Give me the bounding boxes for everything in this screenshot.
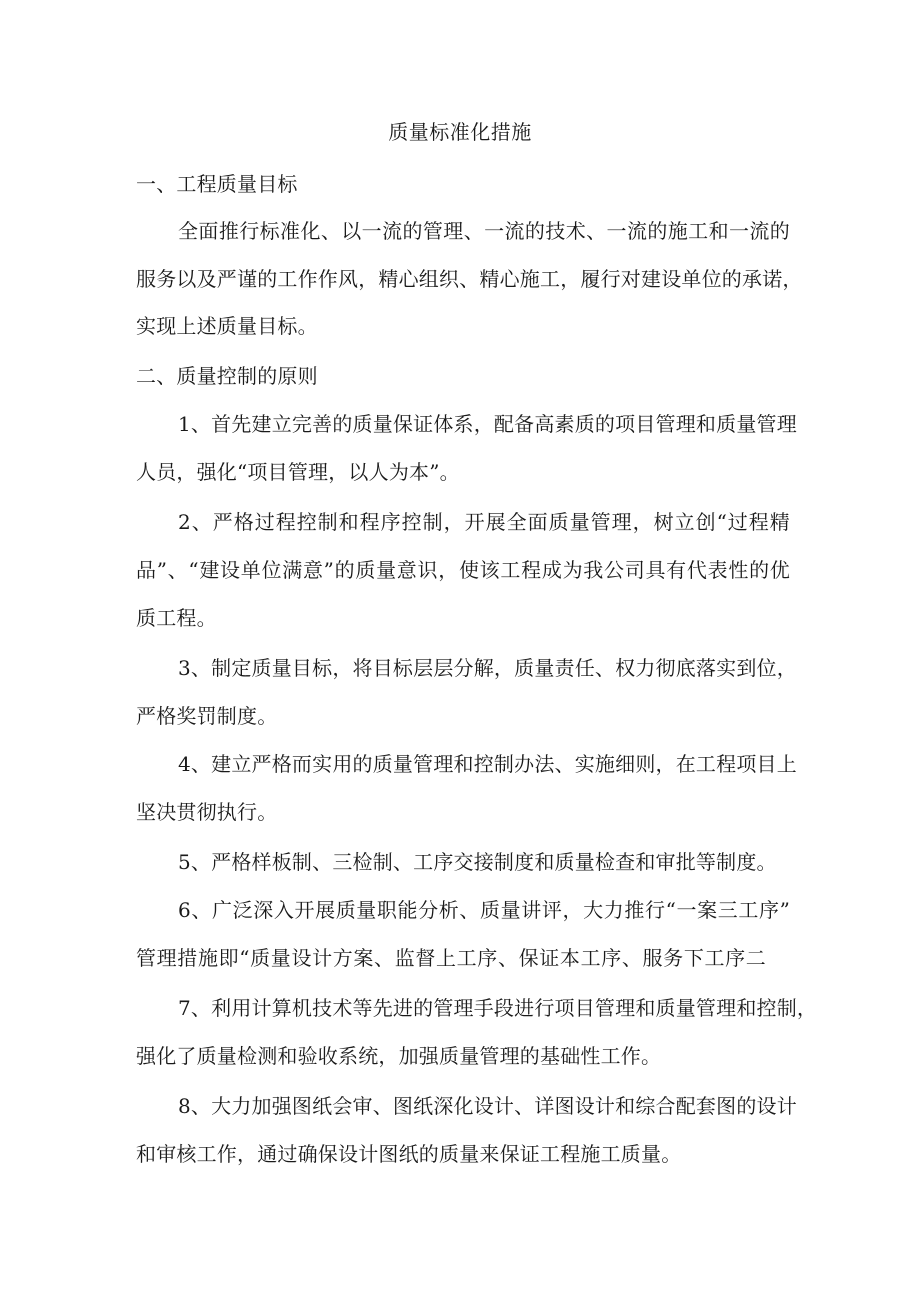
list-item-line: 2、严格过程控制和程序控制，开展全面质量管理，树立创“过程精 xyxy=(178,510,790,534)
list-item-line: 8、大力加强图纸会审、图纸深化设计、详图设计和综合配套图的设计 xyxy=(178,1094,797,1118)
list-item-line: 7、利用计算机技术等先进的管理手段进行项目管理和质量管理和控制， xyxy=(178,996,818,1020)
paragraph-line: 服务以及严谨的工作作风，精心组织、精心施工，履行对建设单位的承诺， xyxy=(136,267,803,291)
list-item-line: 人员，强化“项目管理，以人为本”。 xyxy=(136,460,460,484)
list-item-line: 质工程。 xyxy=(136,606,217,630)
list-item-line: 6、广泛深入开展质量职能分析、质量讲评，大力推行“一案三工序” xyxy=(178,898,790,922)
section-heading-2: 二、质量控制的原则 xyxy=(136,364,318,388)
list-item-line: 强化了质量检测和验收系统，加强质量管理的基础性工作。 xyxy=(136,1044,662,1068)
list-item-line: 管理措施即“质量设计方案、监督上工序、保证本工序、服务下工序二 xyxy=(136,946,766,970)
paragraph-line: 实现上述质量目标。 xyxy=(136,314,318,338)
list-item-line: 5、严格样板制、三检制、工序交接制度和质量检查和审批等制度。 xyxy=(178,850,777,874)
list-item-line: 品”、“建设单位满意”的质量意识，使该工程成为我公司具有代表性的优 xyxy=(136,558,790,582)
list-item-line: 和审核工作，通过确保设计图纸的质量来保证工程施工质量。 xyxy=(136,1142,682,1166)
section-heading-1: 一、工程质量目标 xyxy=(136,172,298,196)
list-item-line: 1、首先建立完善的质量保证体系，配备高素质的项目管理和质量管理 xyxy=(178,412,797,436)
list-item-line: 严格奖罚制度。 xyxy=(136,704,278,728)
list-item-line: 4、建立严格而实用的质量管理和控制办法、实施细则，在工程项目上 xyxy=(178,752,797,776)
paragraph-line: 全面推行标准化、以一流的管理、一流的技术、一流的施工和一流的 xyxy=(178,219,790,243)
page-title: 质量标准化措施 xyxy=(388,120,532,144)
list-item-line: 3、制定质量目标，将目标层层分解，质量责任、权力彻底落实到位， xyxy=(178,656,797,680)
list-item-line: 坚决贯彻执行。 xyxy=(136,800,278,824)
